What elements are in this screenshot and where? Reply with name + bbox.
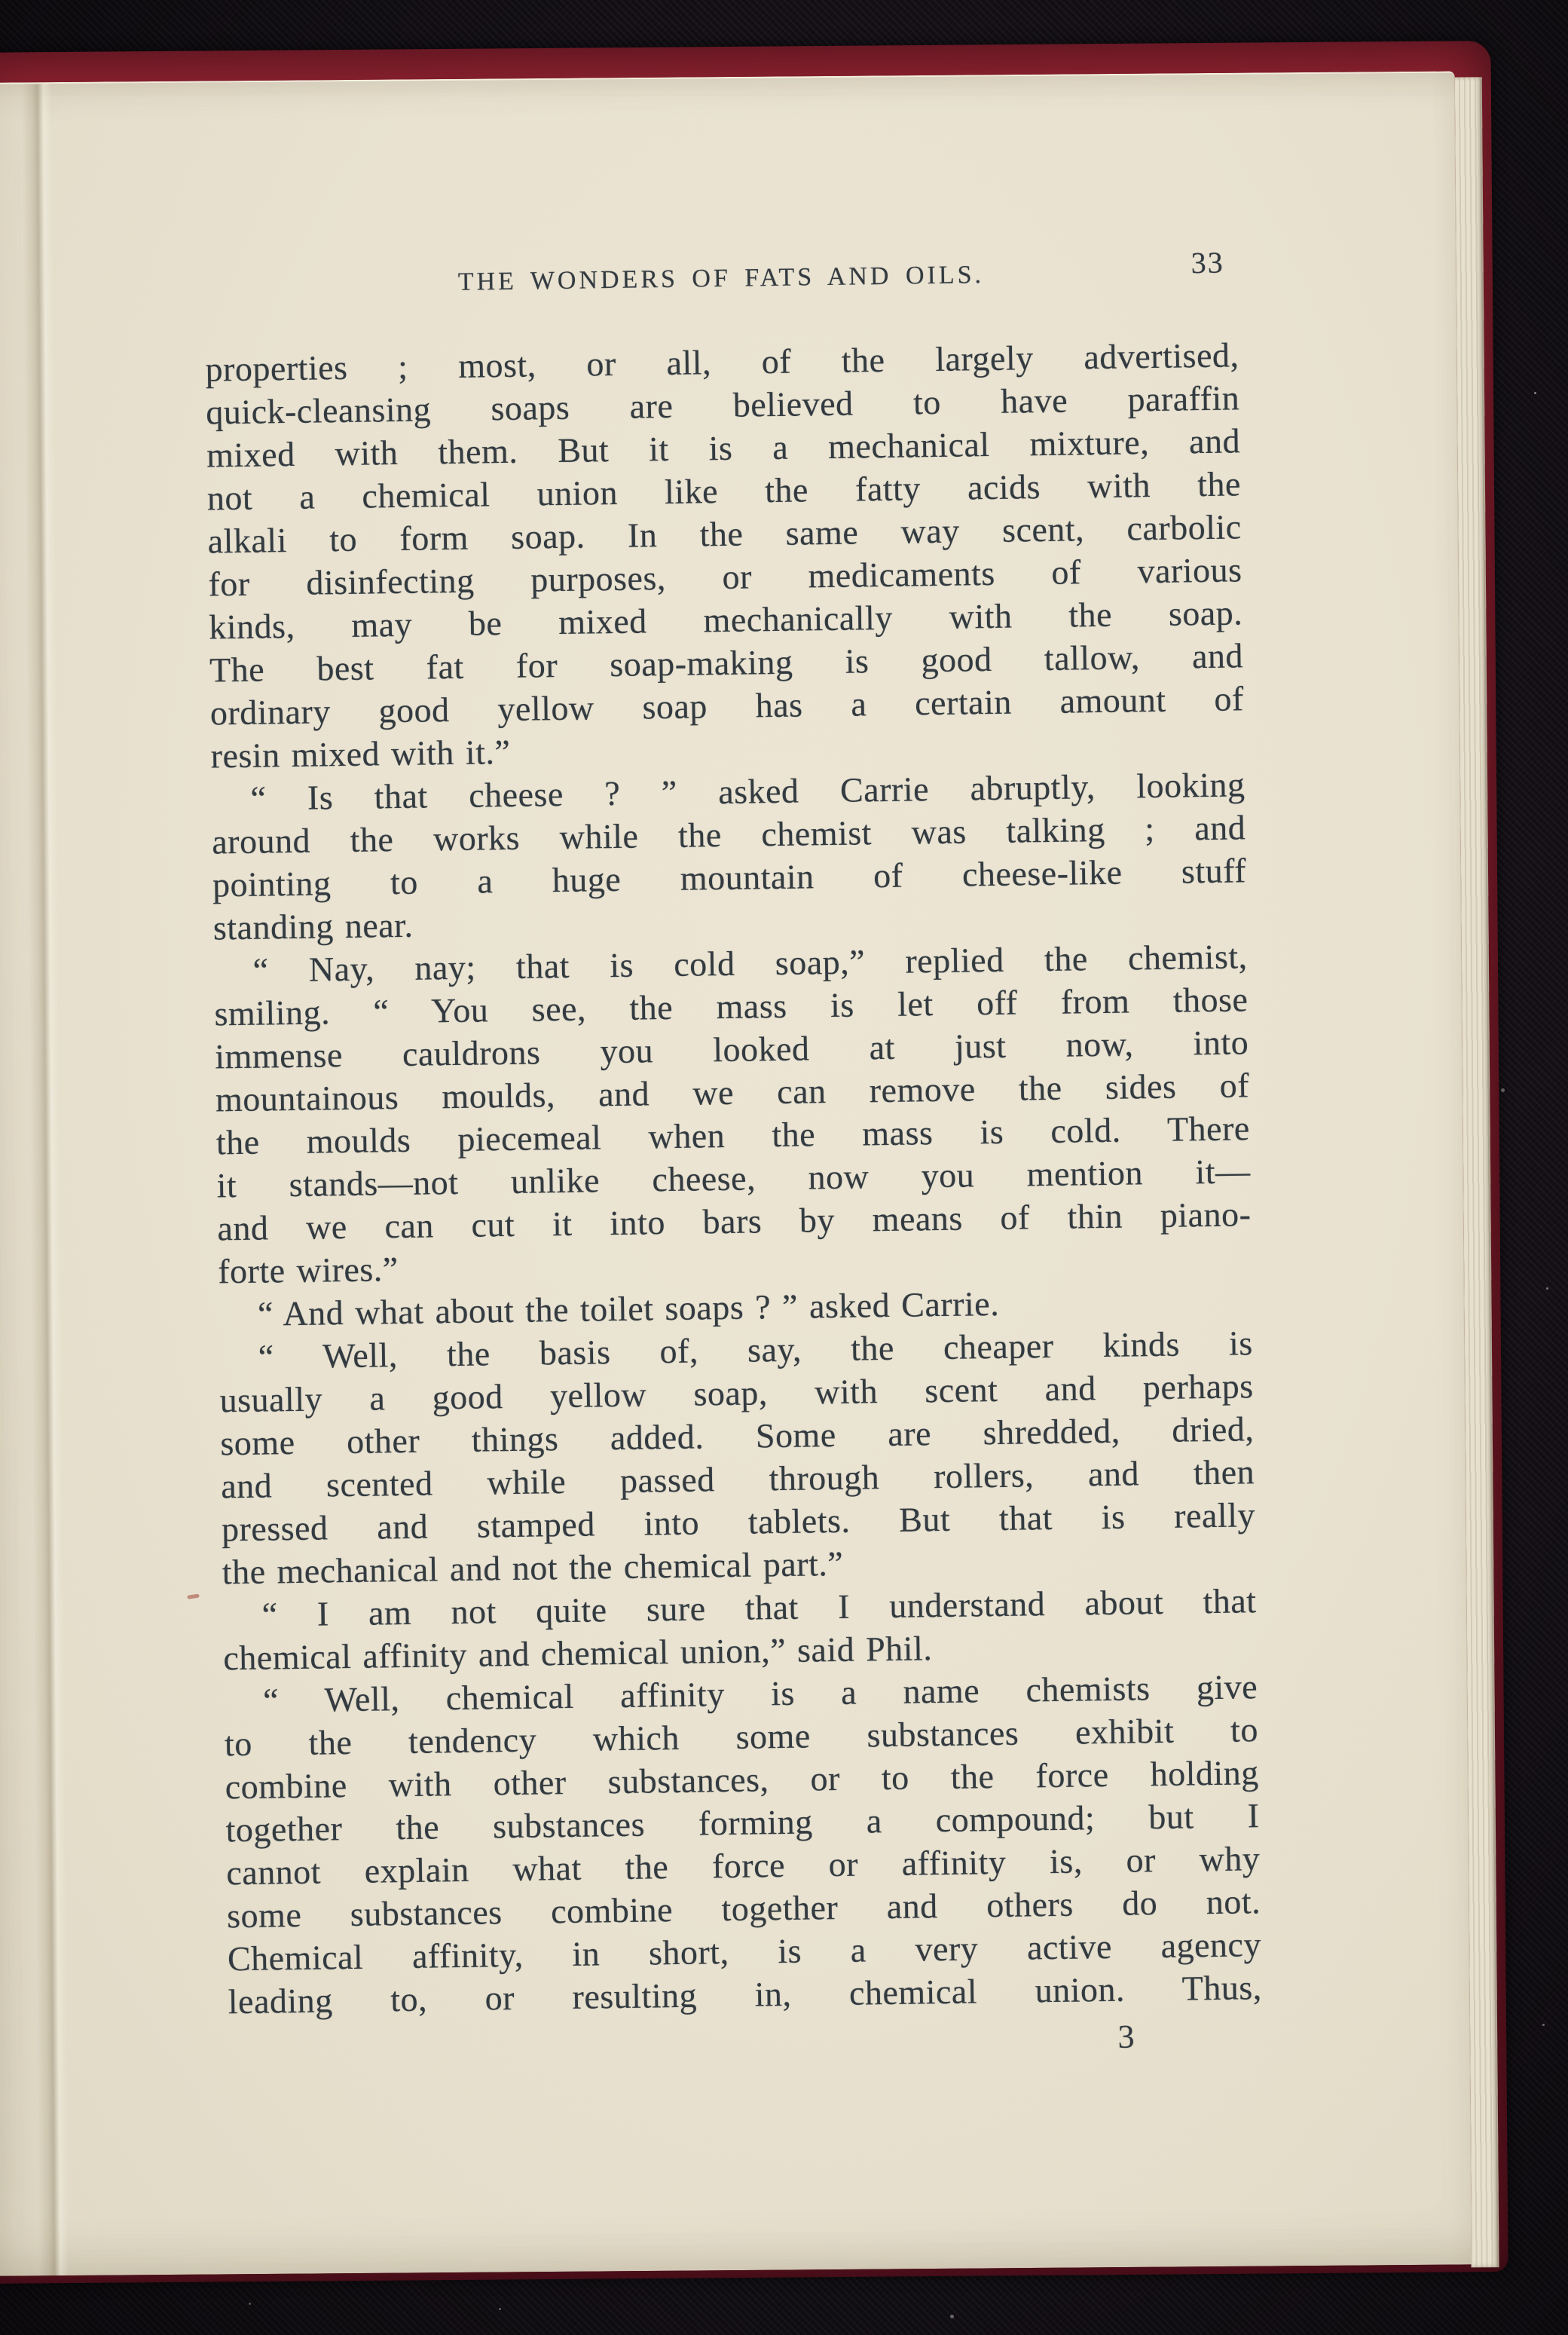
- text-line: alkali to form soap. In the same way scent, carbolic: [207, 507, 1242, 561]
- text-line: for disinfecting purposes, or medicaments of various: [208, 550, 1242, 604]
- text-line: leading to, or resulting in, chemical union. Thus,: [228, 1968, 1263, 2021]
- text-line: and scented while passed through rollers, and then: [220, 1452, 1255, 1506]
- text-line: smiling. “ You see, the mass is let off from those: [214, 980, 1249, 1033]
- book: [0, 41, 1508, 2284]
- text-line: “ And what about the toilet soaps ? ” asked Carrie.: [257, 1284, 1000, 1333]
- margin-artifact: [187, 1594, 200, 1599]
- paragraph: [205, 333, 1245, 777]
- paragraph: [222, 1579, 1257, 1679]
- text-line: the moulds piecemeal when the mass is cold. There: [215, 1109, 1251, 1162]
- page-text-block: [204, 245, 1263, 2070]
- text-line: kinds, may be mixed mechanically with the soap.: [208, 593, 1243, 647]
- text-line: usually a good yellow soap, with scent and perhaps: [219, 1366, 1254, 1420]
- text-line: around the works while the chemist was talking ; and: [211, 808, 1246, 861]
- text-line: “ Well, chemical affinity is a name chemists give: [262, 1667, 1258, 1720]
- paragraph: [219, 1321, 1256, 1593]
- text-line: some substances combine together and others do not.: [226, 1882, 1261, 1936]
- paragraph: [211, 763, 1247, 949]
- paragraph: [224, 1665, 1262, 2023]
- running-title: THE WONDERS OF FATS AND OILS.: [457, 261, 985, 296]
- signature-mark: 3: [1117, 2018, 1135, 2055]
- text-line: properties ; most, or all, of the largely advertised,: [205, 335, 1239, 389]
- text-line: forte wires.”: [217, 1250, 399, 1291]
- text-line: and we can cut it into bars by means of thin piano-: [217, 1195, 1252, 1248]
- text-line: together the substances forming a compound; but I: [225, 1796, 1260, 1850]
- text-line: “ Well, the basis of, say, the cheaper kinds is: [258, 1324, 1254, 1376]
- text-line: some other things added. Some are shredded, dried,: [220, 1409, 1255, 1463]
- text-line: cannot explain what the force or affinity is, or why: [226, 1839, 1261, 1893]
- page-header: [204, 245, 1239, 307]
- text-line: resin mixed with it.”: [210, 732, 511, 776]
- text-line: “ Nay, nay; that is cold soap,” replied the chemist,: [252, 937, 1248, 990]
- text-line: quick-cleansing soaps are believed to have paraffin: [205, 378, 1240, 432]
- text-line: “ I am not quite sure that I understand about that: [261, 1581, 1257, 1634]
- text-line: The best fat for soap-making is good tallow, and: [209, 636, 1244, 690]
- text-line: “ Is that cheese ? ” asked Carrie abruptly, looking: [250, 765, 1246, 818]
- text-line: combine with other substances, or to the force holding: [225, 1753, 1260, 1807]
- paragraph: [213, 935, 1252, 1293]
- text-line: pointing to a huge mountain of cheese-like stuff: [212, 851, 1247, 904]
- text-line: it stands—not unlike cheese, now you mention it—: [216, 1152, 1251, 1205]
- page-gutter-fold: [22, 84, 69, 2275]
- text-line: pressed and stamped into tablets. But that is really: [221, 1495, 1256, 1549]
- dust-specks: [0, 0, 2, 2]
- text-line: ordinary good yellow soap has a certain amount of: [209, 679, 1245, 733]
- text-line: to the tendency which some substances exhibit to: [224, 1710, 1259, 1764]
- text-line: standing near.: [212, 905, 414, 947]
- page-number: 33: [1191, 245, 1225, 280]
- text-line: immense cauldrons you looked at just now, into: [214, 1023, 1249, 1076]
- book-page: [0, 71, 1472, 2275]
- text-line: chemical affinity and chemical union,” said Phil.: [223, 1629, 933, 1678]
- text-line: mountainous moulds, and we can remove the sides of: [215, 1066, 1250, 1119]
- text-line: not a chemical union like the fatty acids with the: [206, 464, 1242, 518]
- text-line: the mechanical and not the chemical part.”: [222, 1544, 844, 1592]
- text-body: [205, 333, 1262, 2023]
- text-line: Chemical affinity, in short, is a very active agency: [227, 1925, 1262, 1978]
- text-line: mixed with them. But it is a mechanical mixture, and: [206, 421, 1241, 475]
